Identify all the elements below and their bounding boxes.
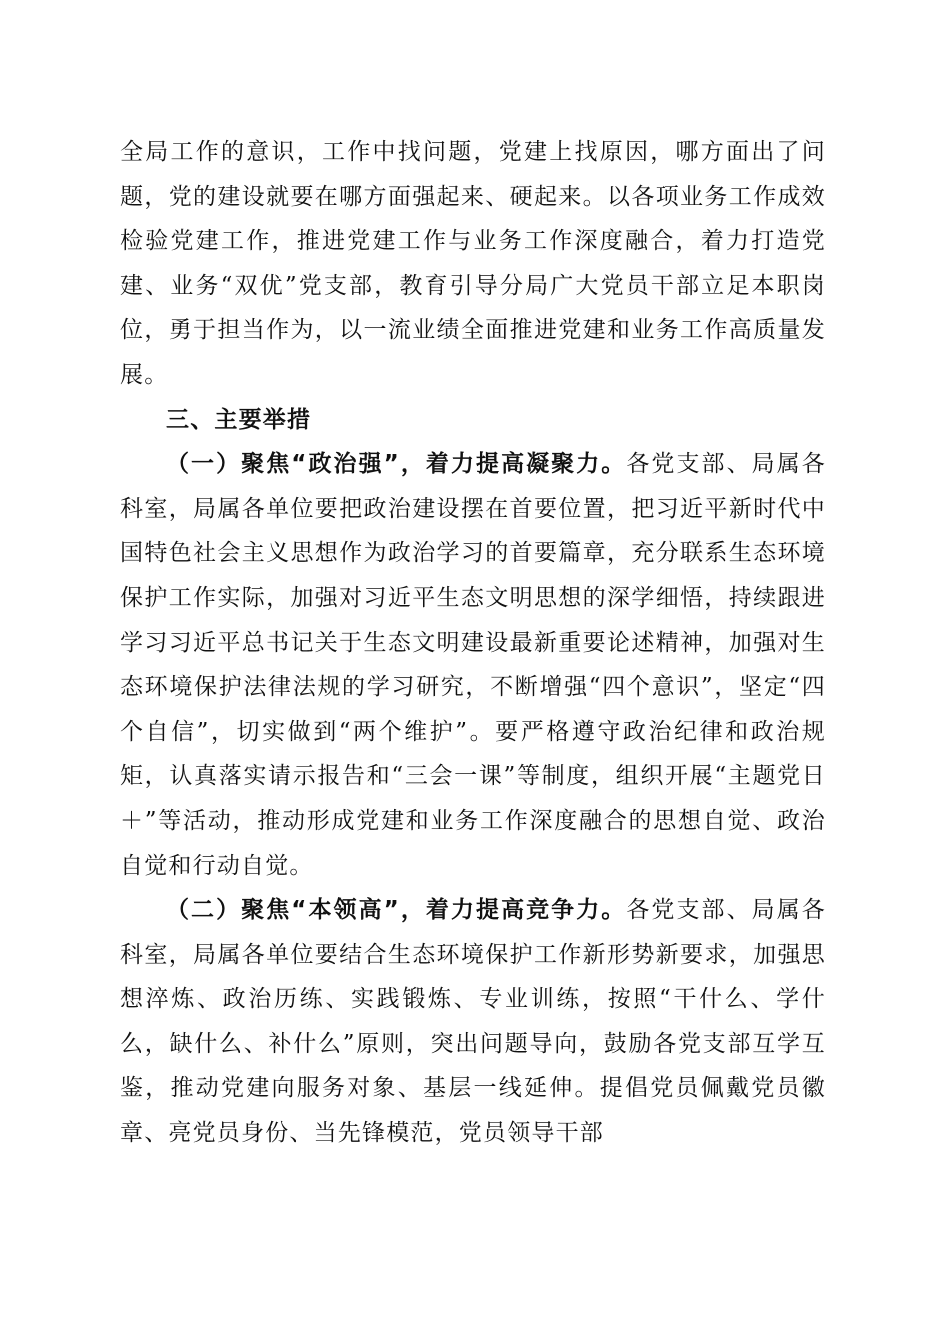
- measure-body-2: 各党支部、局属各科室，局属各单位要结合生态环境保护工作新形势新要求，加强思想淬炼、政治历练、实践锻炼、专业训练，按照“干什么、学什么，缺什么、补什么”原则，突出问题导向，鼓励各党支部互学互鉴，推动党建向服务对象、基层一线延伸。提倡党员佩戴党员徽章、亮党员身份、当先锋模范，党员领导干部: [120, 897, 826, 1147]
- section-heading: 三、主要举措: [166, 406, 312, 433]
- measure-paragraph-2: [120, 888, 826, 1156]
- document-body: [120, 130, 826, 1156]
- measure-subheading-2: （二）聚焦“本领高”，着力提高竞争力。: [166, 897, 627, 924]
- measure-body-1: 各党支部、局属各科室，局属各单位要把政治建设摆在首要位置，把习近平新时代中国特色社会主义思想作为政治学习的首要篇章，充分联系生态环境保护工作实际，加强对习近平生态文明思想的深学细悟，持续跟进学习习近平总书记关于生态文明建设最新重要论述精神，加强对生态环境保护法律法规的学习研究，不断增强“四个意识”，坚定“四个自信”，切实做到“两个维护”。要严格遵守政治纪律和政治规矩，认真落实请示报告和“三会一课”等制度，组织开展“主题党日＋”等活动，推动形成党建和业务工作深度融合的思想自觉、政治自觉和行动自觉。: [120, 451, 826, 879]
- continued-paragraph: 全局工作的意识，工作中找问题，党建上找原因，哪方面出了问题，党的建设就要在哪方面强起来、硬起来。以各项业务工作成效检验党建工作，推进党建工作与业务工作深度融合，着力打造党建、业务“双优”党支部，教育引导分局广大党员干部立足本职岗位，勇于担当作为，以一流业绩全面推进党建和业务工作高质量发展。: [120, 139, 826, 388]
- measure-subheading-1: （一）聚焦“政治强”，着力提高凝聚力。: [166, 451, 627, 478]
- measure-paragraph-1: [120, 442, 826, 888]
